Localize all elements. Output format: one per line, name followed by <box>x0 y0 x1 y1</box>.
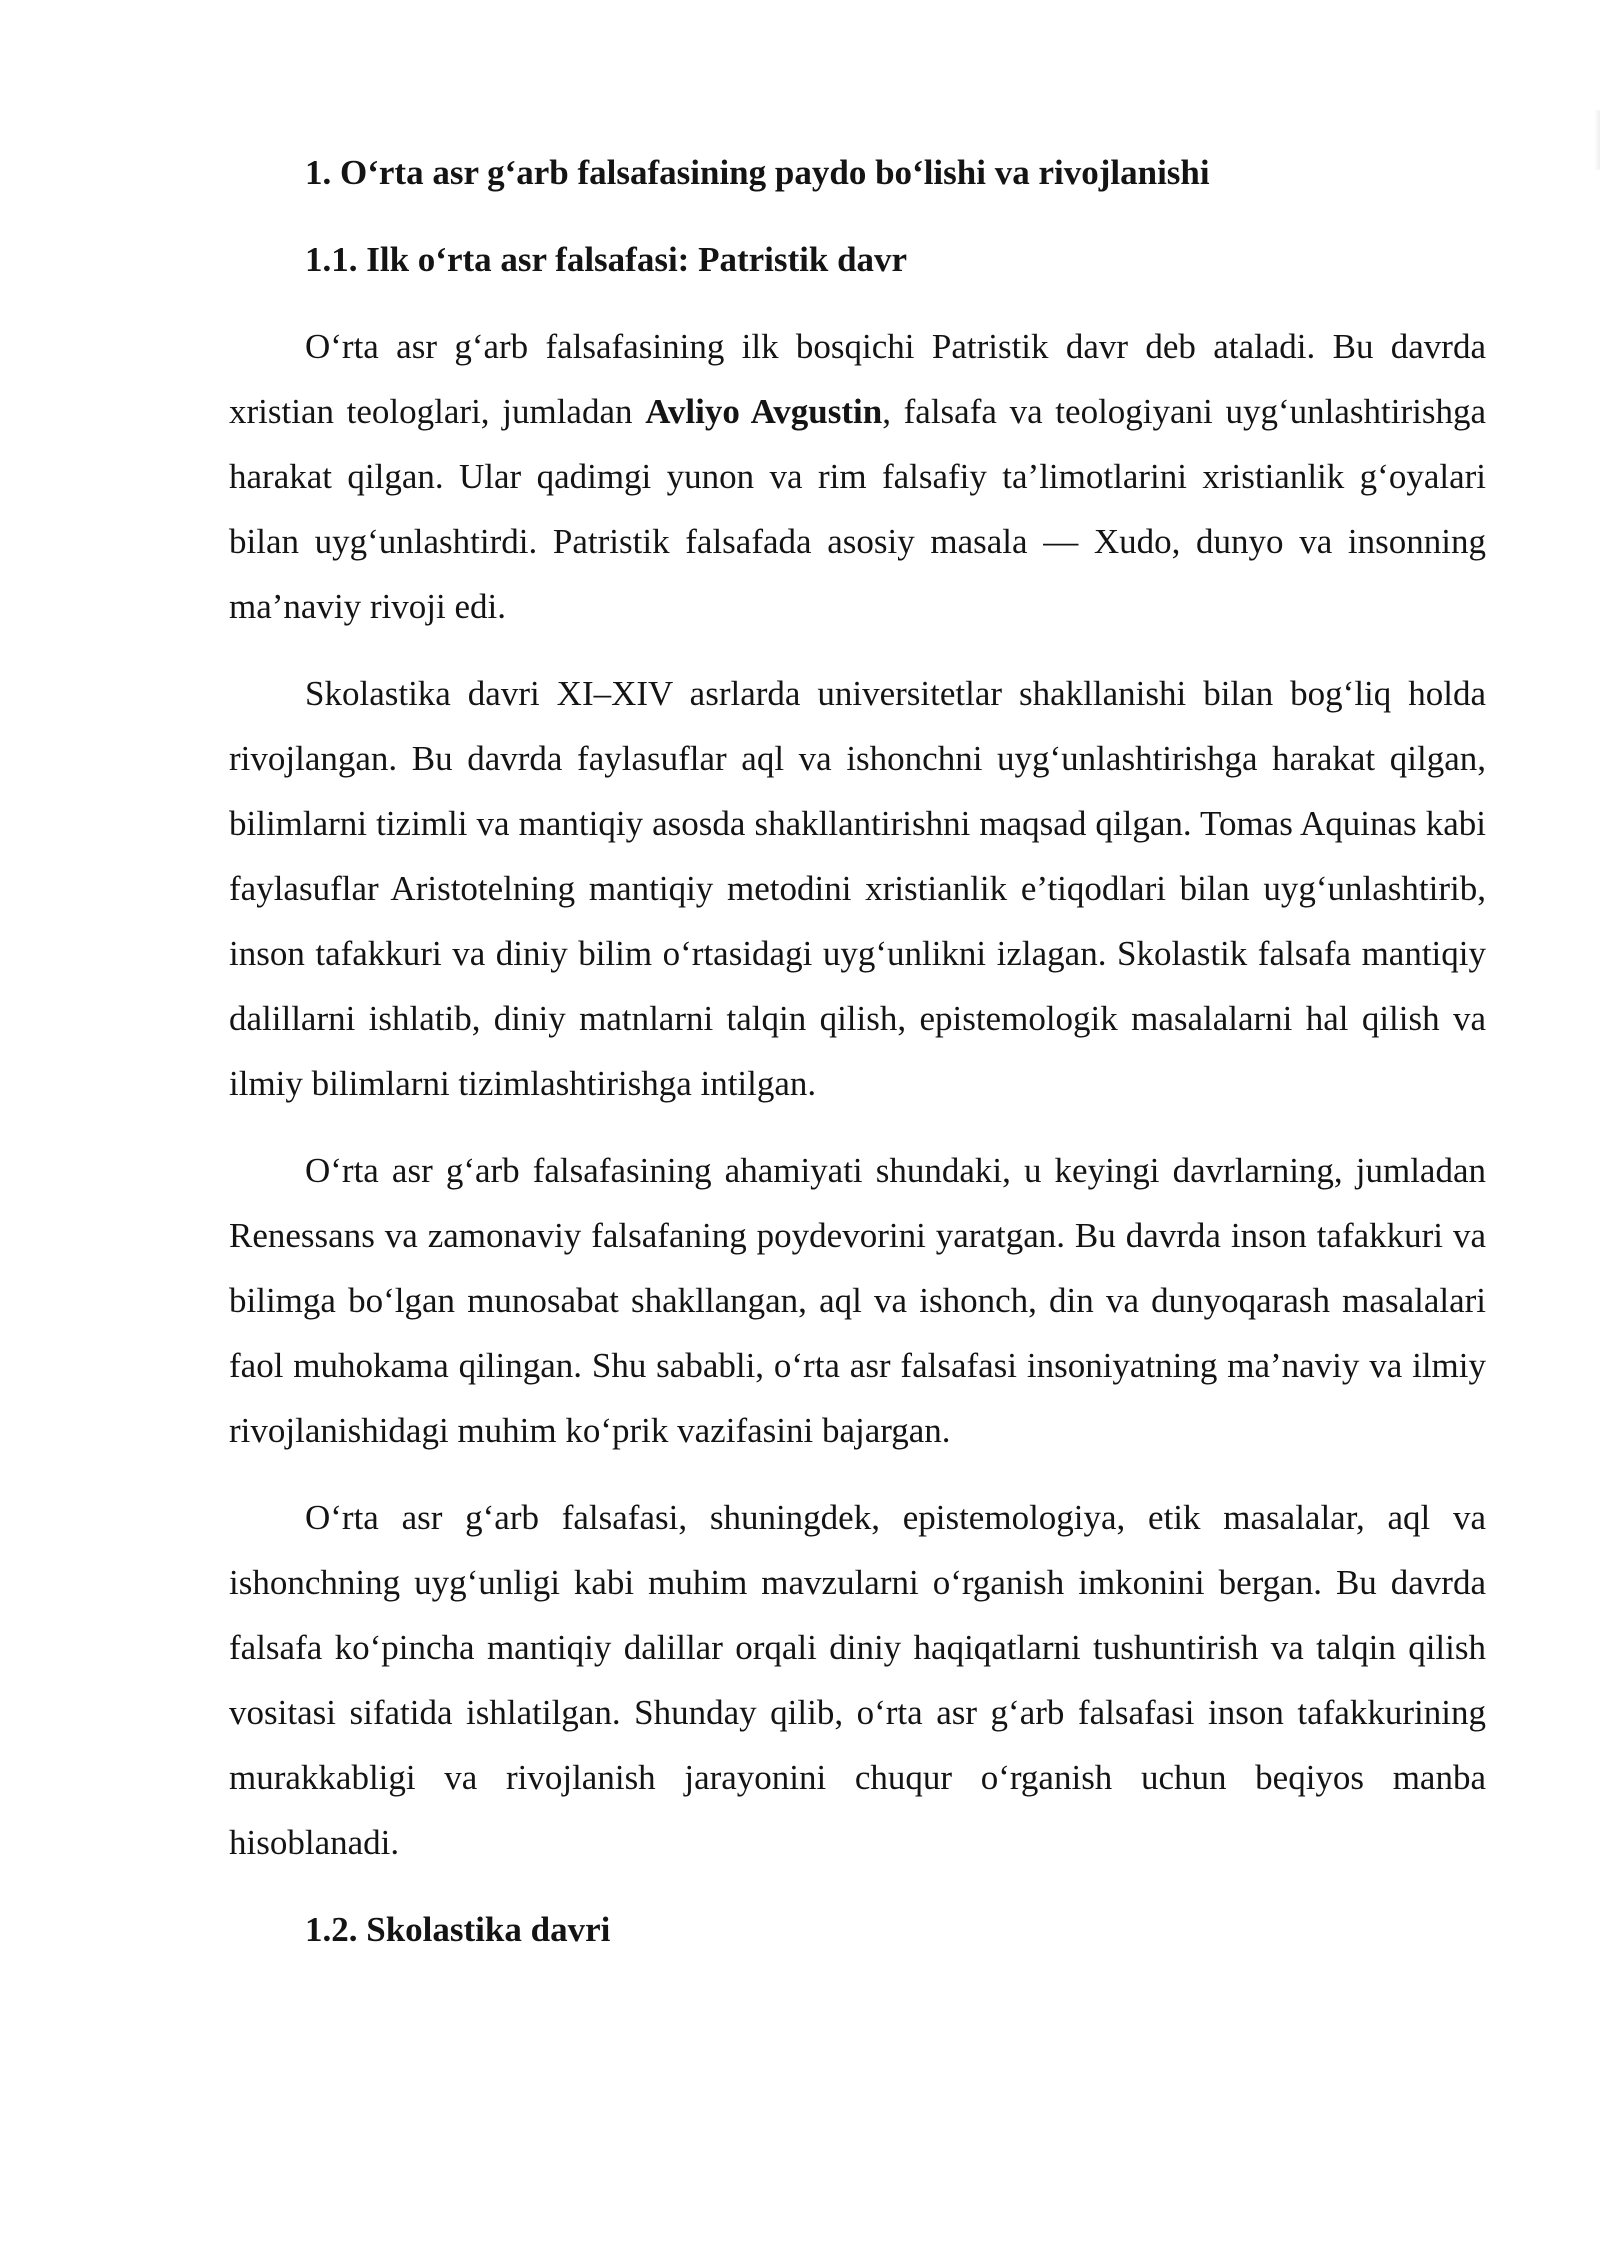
document-body <box>229 140 1486 1984</box>
page-edge-shadow <box>1594 110 1600 170</box>
section-heading-1: 1. O‘rta asr g‘arb falsafasining paydo bo‘lishi va rivojlanishi <box>305 153 1210 192</box>
paragraph-scholastic: Skolastika davri XI–XIV asrlarda universitetlar shakllanishi bilan bog‘liq holda rivojlangan. Bu davrda faylasuflar aql va ishonchni uyg‘unlashtirishga harakat qilgan, bilimlarni tizimli va mantiqiy asosda shakllantirishni maqsad qilgan. Tomas Aquinas kabi faylasuflar Aristotelning mantiqiy metodini xristianlik e’tiqodlari bilan uyg‘unlashtirib, inson tafakkuri va diniy bilim o‘rtasidagi uyg‘unlikni izlagan. Skolastik falsafa mantiqiy dalillarni ishlatib, diniy matnlarni talqin qilish, epistemologik masalalarni hal qilish va ilmiy bilimlarni tizimlashtirishga intilgan. <box>229 674 1486 1103</box>
subsection-heading-1-2: 1.2. Skolastika davri <box>305 1910 611 1949</box>
paragraph-patristic-text-start: O‘rta asr g‘arb falsafasining ilk bosqichi Patristik davr deb ataladi. Bu davrda xristian teologlari, jumladan <box>229 327 1486 431</box>
bold-name-avliyo-avgustin: Avliyo Avgustin <box>645 392 883 431</box>
paragraph-significance: O‘rta asr g‘arb falsafasining ahamiyati shundaki, u keyingi davrlarning, jumladan Renessans va zamonaviy falsafaning poydevorini yaratgan. Bu davrda inson tafakkuri va bilimga bo‘lgan munosabat shakllangan, aql va ishonch, din va dunyoqarash masalalari faol muhokama qilingan. Shu sababli, o‘rta asr falsafasi insoniyatning ma’naviy va ilmiy rivojlanishidagi muhim ko‘prik vazifasini bajargan. <box>229 1151 1486 1450</box>
subsection-heading-1-1: 1.1. Ilk o‘rta asr falsafasi: Patristik davr <box>305 240 908 279</box>
paragraph-patristic <box>229 314 1486 639</box>
paragraph-patristic-text-end: , falsafa va teologiyani uyg‘unlashtirishga harakat qilgan. Ular qadimgi yunon va rim falsafiy ta’limotlarini xristianlik g‘oyalari bilan uyg‘unlashtirdi. Patristik falsafada asosiy masala — Xudo, dunyo va insonning ma’naviy rivoji edi. <box>229 392 1486 626</box>
paragraph-epistemology: O‘rta asr g‘arb falsafasi, shuningdek, epistemologiya, etik masalalar, aql va ishonchning uyg‘unligi kabi muhim mavzularni o‘rganish imkonini bergan. Bu davrda falsafa ko‘pincha mantiqiy dalillar orqali diniy haqiqatlarni tushuntirish va talqin qilish vositasi sifatida ishlatilgan. Shunday qilib, o‘rta asr g‘arb falsafasi inson tafakkurining murakkabligi va rivojlanish jarayonini chuqur o‘rganish uchun beqiyos manba hisoblanadi. <box>229 1498 1486 1862</box>
